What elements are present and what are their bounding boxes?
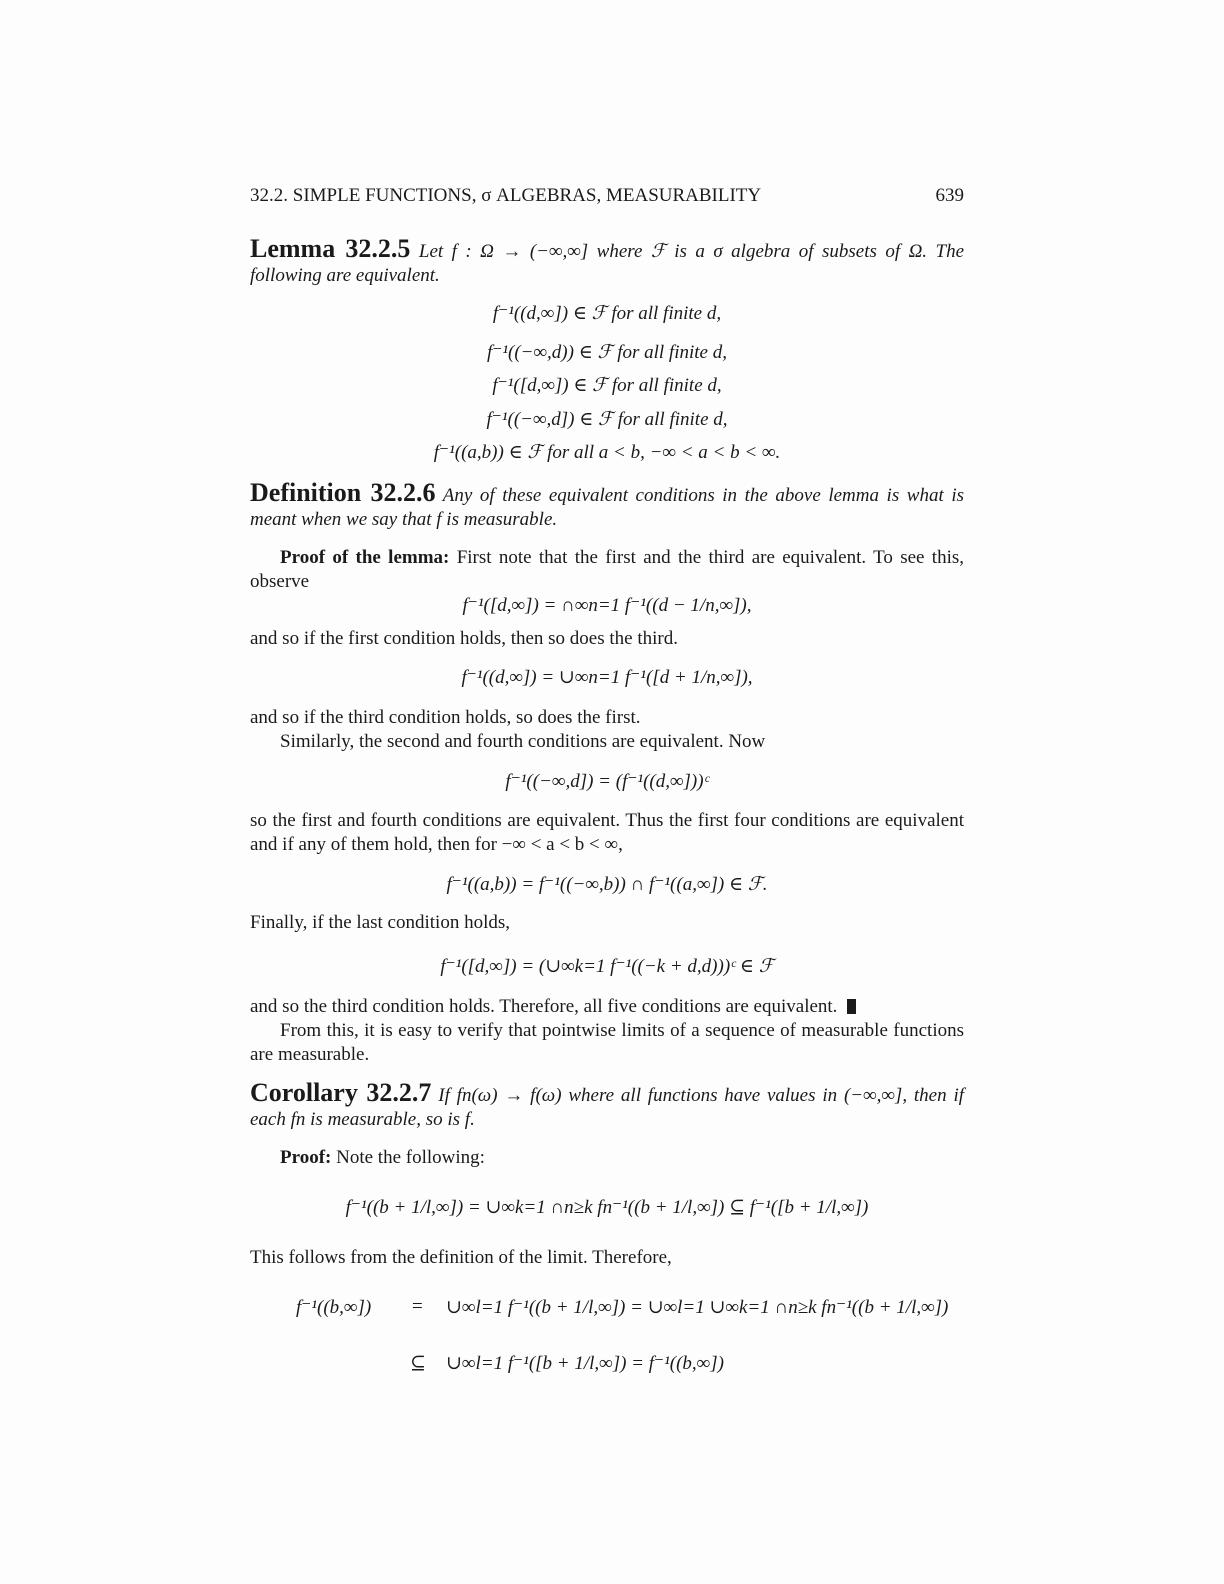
proof-corollary-p2: This follows from the definition of the limit. Therefore, — [250, 1247, 672, 1268]
proof-corollary-eq3-rhs: ∪∞l=1 f⁻¹([b + 1/l,∞]) = f⁻¹((b,∞]) — [446, 1353, 724, 1374]
proof-corollary-lead: Proof: — [280, 1147, 332, 1168]
proof-lemma-p6: Finally, if the last condition holds, — [250, 912, 510, 933]
proof-lemma-eq3: f⁻¹((−∞,d]) = (f⁻¹((d,∞]))ᶜ — [505, 771, 709, 792]
lemma-block — [250, 234, 965, 288]
proof-lemma-p1: First note that the first and the third are equivalent. To see this, observe — [250, 547, 964, 592]
lemma-heading: Lemma 32.2.5 — [250, 234, 411, 263]
lemma-condition-5: f⁻¹((a,b)) ∈ ℱ for all a < b, −∞ < a < b < ∞. — [433, 442, 781, 463]
definition-heading: Definition 32.2.6 — [250, 478, 436, 507]
lemma-condition-3: f⁻¹([d,∞]) ∈ ℱ for all finite d, — [492, 375, 722, 396]
proof-corollary-eq1: f⁻¹((b + 1/l,∞]) = ∪∞k=1 ∩n≥k fn⁻¹((b + 1/l,∞]) ⊆ f⁻¹([b + 1/l,∞]) — [345, 1197, 869, 1218]
corollary-block — [250, 1078, 964, 1132]
proof-corollary-p1: Note the following: — [336, 1147, 485, 1168]
proof-corollary-eq3-rel: ⊆ — [410, 1353, 426, 1374]
proof-lemma-intro — [250, 546, 964, 594]
proof-corollary-eq2-lhs: f⁻¹((b,∞]) — [296, 1297, 372, 1318]
proof-lemma-eq4: f⁻¹((a,b)) = f⁻¹((−∞,b)) ∩ f⁻¹((a,∞]) ∈ ℱ. — [446, 874, 768, 895]
proof-lemma-p2: and so if the first condition holds, then so does the third. — [250, 628, 678, 649]
definition-statement: Any of these equivalent conditions in the above lemma is what is meant when we say that f is measurable. — [250, 485, 964, 530]
proof-corollary-intro — [250, 1146, 964, 1170]
proof-lemma-lead: Proof of the lemma: — [280, 547, 450, 568]
running-header: 32.2. SIMPLE FUNCTIONS, σ ALGEBRAS, MEASURABILITY — [250, 185, 762, 206]
proof-lemma-p7-line — [250, 995, 964, 1019]
proof-corollary-eq2-rel: = — [412, 1296, 423, 1317]
lemma-statement: Let f : Ω → (−∞,∞] where ℱ is a σ algebra of subsets of Ω. The following are equivalent. — [250, 241, 965, 286]
corollary-statement: If fn(ω) → f(ω) where all functions have values in (−∞,∞], then if each fn is measurable, so is f. — [250, 1085, 964, 1130]
definition-block — [250, 478, 964, 532]
proof-lemma-eq1: f⁻¹([d,∞]) = ∩∞n=1 f⁻¹((d − 1/n,∞]), — [462, 595, 752, 616]
page-number: 639 — [935, 185, 964, 206]
proof-lemma-eq2: f⁻¹((d,∞]) = ∪∞n=1 f⁻¹([d + 1/n,∞]), — [461, 667, 753, 688]
lemma-condition-2: f⁻¹((−∞,d)) ∈ ℱ for all finite d, — [487, 342, 727, 363]
proof-corollary-eq2-rhs: ∪∞l=1 f⁻¹((b + 1/l,∞]) = ∪∞l=1 ∪∞k=1 ∩n≥k fn⁻¹((b + 1/l,∞]) — [446, 1297, 949, 1318]
proof-lemma-p7: and so the third condition holds. Therefore, all five conditions are equivalent. — [250, 996, 838, 1017]
proof-lemma-p3: and so if the third condition holds, so does the first. — [250, 707, 641, 728]
lemma-condition-1: f⁻¹((d,∞]) ∈ ℱ for all finite d, — [492, 303, 722, 324]
proof-lemma-p5: so the first and fourth conditions are equivalent. Thus the first four conditions are equivalent and if any of them hold, then for −∞ < a < b < ∞, — [250, 810, 964, 855]
proof-lemma-eq5: f⁻¹([d,∞]) = (∪∞k=1 f⁻¹((−k + d,d)))ᶜ ∈ ℱ — [440, 956, 774, 977]
corollary-heading: Corollary 32.2.7 — [250, 1078, 432, 1107]
lemma-condition-4: f⁻¹((−∞,d]) ∈ ℱ for all finite d, — [486, 409, 728, 430]
proof-lemma-p4: Similarly, the second and fourth conditions are equivalent. Now — [280, 731, 766, 752]
proof-lemma-p8: From this, it is easy to verify that pointwise limits of a sequence of measurable functions are measurable. — [250, 1020, 964, 1065]
qed-square-icon — [847, 999, 856, 1014]
